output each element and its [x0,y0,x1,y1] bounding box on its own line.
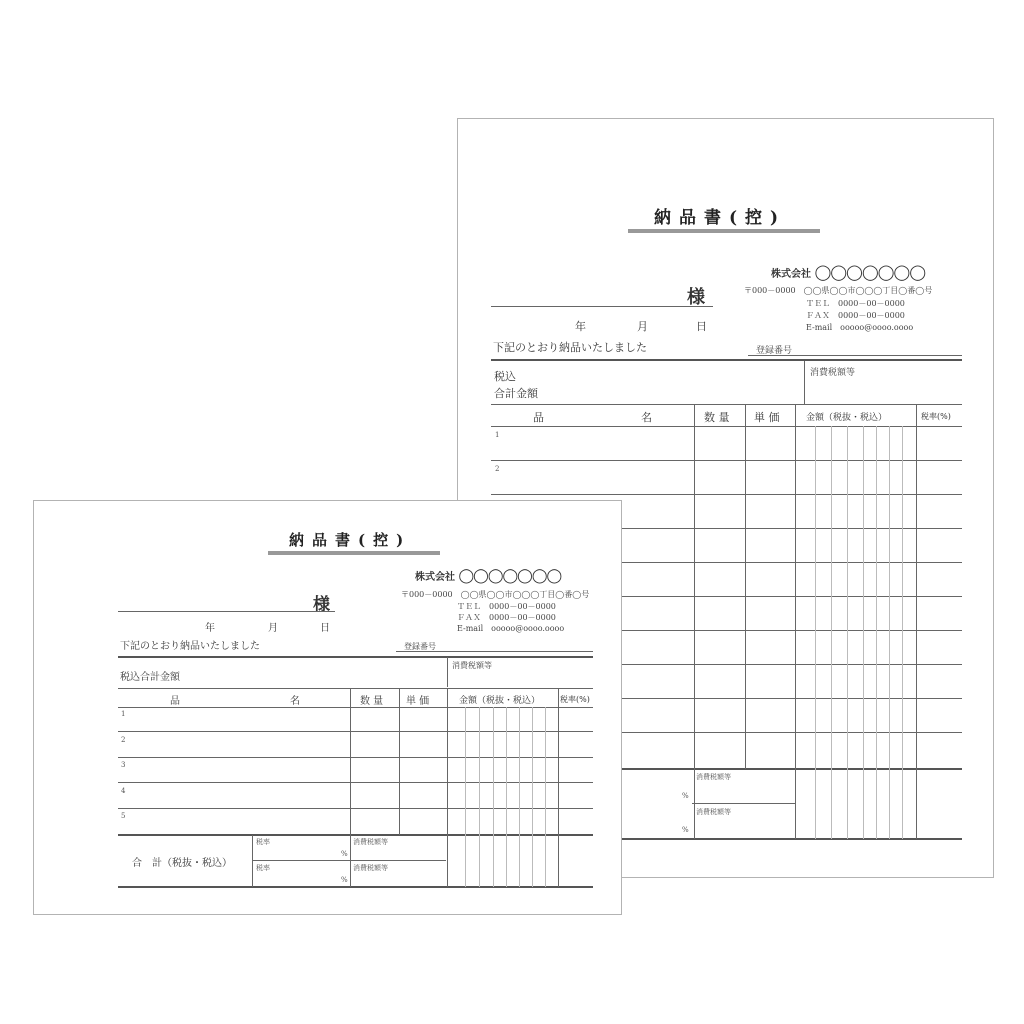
col-tax-rate: 税率(%) [560,695,590,704]
delivery-note: 下記のとおり納品いたしました [120,641,260,652]
date-month: 月 [268,623,278,634]
registration-line-1 [396,651,593,652]
title-underline [628,229,820,233]
consumption-tax-label: 消費税額等 [810,368,856,378]
amount-digit-line [465,707,466,887]
company-address: 〒000－0000 ◯◯県◯◯市◯◯◯丁目◯番◯号 [744,286,933,295]
summary-percent-2: % [682,826,689,834]
tax-rate-label-1: 税率 [256,838,270,846]
company-email: E-mail ooooo@oooo.oooo [806,323,914,332]
col-quantity: 数 量 [360,696,384,707]
tax-box-divider [804,361,805,404]
summary-top-line [118,834,593,836]
company-prefix: 株式会社 [771,269,811,280]
summary-divider [252,835,253,887]
table-header-bottom [491,426,962,427]
row-number-2: 2 [121,736,126,744]
table-header-top [118,688,593,689]
date-day: 日 [320,623,330,634]
recipient-line [118,611,335,612]
slip-title: 納品書(控) [654,208,787,228]
amount-digit-line [889,426,890,839]
company-tel: ＴＥＬ 0000－00－0000 [457,602,556,611]
table-header-top [491,404,962,405]
col-divider-unit [399,689,400,835]
total-incl-tax-label-1: 税込 [494,370,516,383]
tax-rate-label-2: 税率 [256,864,270,872]
amount-digit-line [902,426,903,839]
consumption-tax-label: 消費税額等 [452,661,492,670]
row-number-1: 1 [121,710,126,718]
row-number-2: 2 [495,465,500,473]
delivery-note: 下記のとおり納品いたしました [493,341,647,354]
amount-digit-line [493,707,494,887]
amount-digit-line [863,426,864,839]
col-quantity: 数 量 [704,411,730,424]
table-header-bottom [118,707,593,708]
summary-mid-line [692,803,796,804]
summary-tax-1: 消費税額等 [696,773,731,781]
amount-digit-line [506,707,507,887]
col-divider-amount [447,689,448,887]
col-item-2: 名 [641,411,652,424]
date-month: 月 [637,320,648,333]
registration-number-label: 登録番号 [756,346,793,356]
date-year: 年 [575,320,586,333]
col-divider-taxrate [558,689,559,887]
company-email: E-mail ooooo@oooo.oooo [457,624,565,633]
col-unit-price: 単 価 [406,696,430,707]
row-number-3: 3 [121,761,126,769]
tax-box-divider [447,657,448,687]
percent-2: % [341,876,348,884]
amount-digit-line [876,426,877,839]
amount-digit-line [545,707,546,887]
company-name: ◯◯◯◯◯◯◯ [458,568,562,584]
summary-bottom-line [118,886,593,888]
registration-line-2 [491,359,962,361]
company-label [771,263,925,281]
amount-digit-line [847,426,848,839]
col-divider-taxrate [916,405,917,839]
summary-tax-2: 消費税額等 [696,808,731,816]
registration-line-2 [118,656,593,658]
amount-digit-line [479,707,480,887]
registration-number-label: 登録番号 [404,642,436,651]
row-line [118,731,593,732]
company-address: 〒000－0000 ◯◯県◯◯市◯◯◯丁目◯番◯号 [401,590,590,599]
delivery-slip-landscape [33,500,622,915]
row-number-4: 4 [121,787,126,795]
company-fax: ＦＡＸ 0000－00－0000 [457,613,556,622]
date-year: 年 [205,623,215,634]
registration-line-1 [748,355,962,356]
total-incl-tax-label: 税込合計金額 [120,672,180,683]
row-line [118,808,593,809]
total-incl-tax-label-2: 合計金額 [494,387,538,400]
col-item-2: 名 [290,696,300,707]
amount-digit-line [532,707,533,887]
title-underline [268,551,440,555]
col-item-1: 品 [170,696,180,707]
company-name: ◯◯◯◯◯◯◯ [814,263,925,281]
col-tax-rate: 税率(%) [921,412,951,421]
recipient-suffix: 様 [687,287,705,308]
company-prefix: 株式会社 [415,572,455,583]
amount-digit-line [815,426,816,839]
amount-digit-line [831,426,832,839]
company-label [415,568,561,584]
row-line [491,494,962,495]
company-tel: ＴＥＬ 0000－00－0000 [806,299,905,308]
summary-tax-2: 消費税額等 [353,864,388,872]
subtotal-label: 合 計（税抜・税込） [132,858,232,869]
recipient-line [491,306,713,307]
date-day: 日 [696,320,707,333]
summary-mid-line [252,860,446,861]
row-number-1: 1 [495,431,500,439]
col-divider-quantity [694,405,695,839]
percent-1: % [341,850,348,858]
summary-percent-1: % [682,792,689,800]
col-item-1: 品 [533,411,544,424]
recipient-suffix: 様 [313,595,330,615]
col-divider-unit [745,405,746,769]
row-line [118,782,593,783]
col-divider-amount [795,405,796,839]
summary-tax-1: 消費税額等 [353,838,388,846]
col-divider-quantity [350,689,351,887]
row-number-5: 5 [121,812,126,820]
company-fax: ＦＡＸ 0000－00－0000 [806,311,905,320]
slip-title: 納品書(控) [289,531,412,549]
amount-digit-line [519,707,520,887]
col-amount: 金額（税抜・税込） [806,413,888,423]
row-line [118,757,593,758]
row-line [491,460,962,461]
col-amount: 金額（税抜・税込） [459,696,541,706]
col-unit-price: 単 価 [754,411,780,424]
